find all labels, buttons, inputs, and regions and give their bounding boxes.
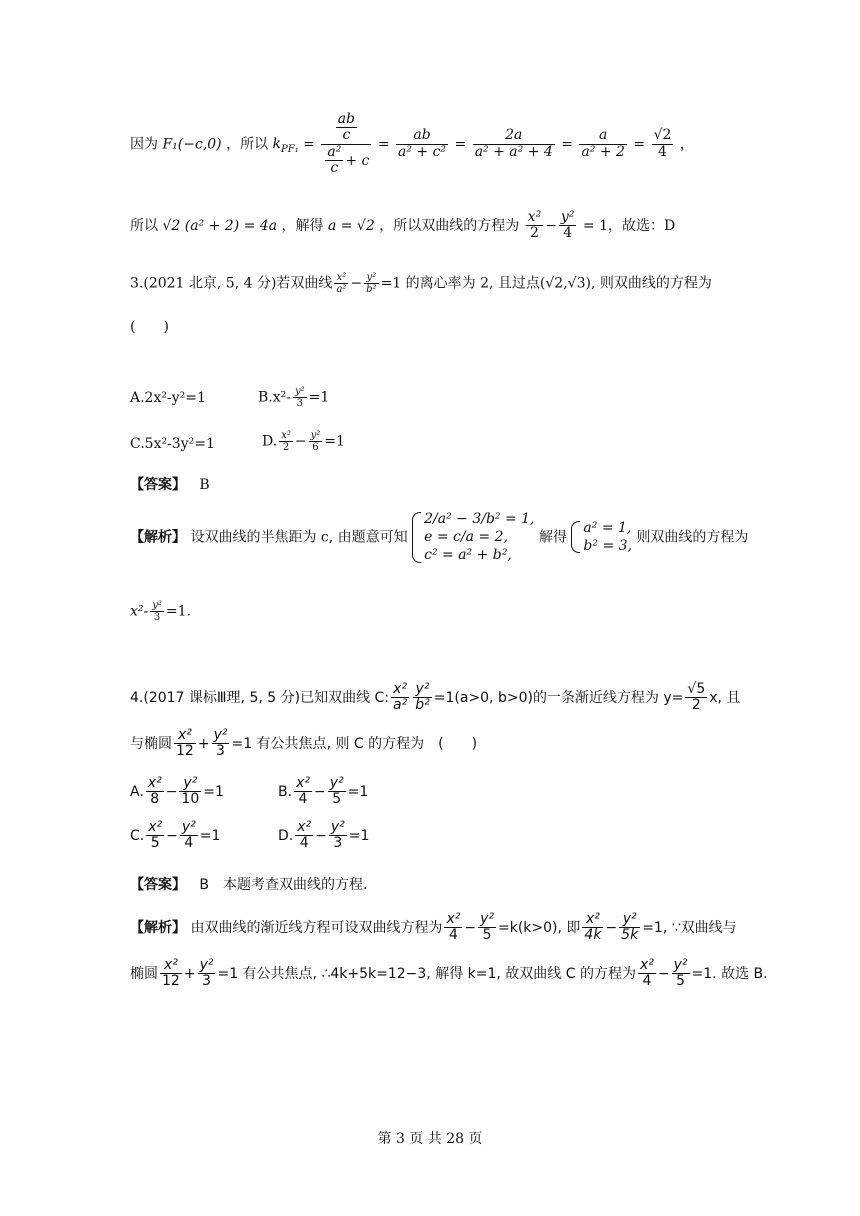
q4-answer: 【答案】 B 本题考查双曲线的方程. bbox=[130, 877, 368, 893]
q4-option-C: C. $\frac{\text{x²}}{5}$ − $\frac{\text{y²}}{4}$ =1 bbox=[130, 819, 221, 852]
fraction-3: $\frac{2a}{\text{a² + a² + 4}}$ bbox=[474, 127, 553, 160]
question-4-stem: 4.(2017 课标Ⅲ理, 5, 5 分)已知双曲线 C: $\frac{\text{x²}}{\text{a²}}$ $\frac{\text{y²}}{\text{b²}}$ =1(a>0, b>0)的一条渐近线方程为 y= $\frac{√5}{2}$ x, 且 bbox=[130, 681, 741, 714]
slope-k: $k_{PF_1}$ bbox=[272, 136, 299, 156]
text-so: ，所以 bbox=[226, 136, 269, 153]
q3-option-B: B.x²- $\frac{\text{y²}}{3}$ =1 bbox=[258, 386, 330, 409]
equation-a: √2 (a² + 2) = 4a bbox=[162, 217, 278, 234]
q3-option-C: C.5x²-3y²=1 bbox=[130, 436, 215, 452]
line-slope: 因为 F₁(−c,0) ，所以 $k_{PF_1}$ = $\frac{ab}{c}$ $\frac{\text{a²}}{c}$ + c = $\frac{ab}{\text{a² + c²}}$ = $\frac{2a}{\text{a² + a² + 4}}$ = $\frac{a}{\text{a² + 2}}$ = $\frac{√2}{4}$ ， bbox=[130, 111, 694, 177]
q4-analysis: 【解析】 由双曲线的渐近线方程可设双曲线方程为 $\frac{\text{x²}}{4}$ − $\frac{\text{y²}}{5}$ =k(k>0), 即 $\frac{\text{x²}}{4k}$ − $\frac{\text{y²}}{5k}$ =1, ∵双曲线与 bbox=[130, 911, 737, 944]
q3-option-D: D. $\frac{\text{x²}}{2}$ − $\frac{\text{y²}}{6}$ =1 bbox=[262, 430, 345, 453]
fraction-2: $\frac{ab}{\text{a² + c²}}$ bbox=[398, 127, 447, 160]
question-3-stem: 3.(2021 北京, 5, 4 分)若双曲线 $\frac{\text{x²}}{\text{a²}}$ − $\frac{\text{y²}}{\text{b²}}$ =1 的离心率为 2, 且过点(√2,√3), 则双曲线的方程为 bbox=[130, 272, 712, 295]
q4-option-D: D. $\frac{\text{x²}}{4}$ − $\frac{\text{y²}}{3}$ =1 bbox=[278, 819, 370, 852]
q4-option-A: A. $\frac{\text{x²}}{8}$ − $\frac{\text{y²}}{10}$ =1 bbox=[130, 775, 224, 808]
question-3-paren: ( ) bbox=[130, 319, 169, 335]
question-4-stem-2: 与椭圆 $\frac{\text{x²}}{12}$ + $\frac{\text{y²}}{3}$ =1 有公共焦点, 则 C 的方程为 ( ) bbox=[130, 727, 478, 760]
text-because: 因为 bbox=[130, 136, 158, 153]
line-solve-a: 所以 √2 (a² + 2) = 4a ，解得 a = √2 ，所以双曲线的方程为 $\frac{\text{x²}}{2}$ − $\frac{\text{y²}}{4}$ = 1，故选：D bbox=[130, 209, 676, 242]
value-a: a = √2 bbox=[327, 217, 375, 234]
q3-final: x²- $\frac{\text{y²}}{3}$ =1. bbox=[130, 600, 192, 623]
answer-D: = 1，故选：D bbox=[582, 217, 676, 234]
page-footer: 第 3 页 共 28 页 bbox=[377, 1131, 483, 1147]
point-F1: F₁(−c,0) bbox=[162, 136, 222, 153]
fraction-complex: $\frac{ab}{c}$ $\frac{\text{a²}}{c}$ + c bbox=[321, 112, 371, 177]
fraction-5: $\frac{√2}{4}$ bbox=[653, 127, 672, 160]
solution-system: a² = 1, b² = 3, bbox=[571, 519, 632, 555]
equation-system: 2/a² − 3/b² = 1, e = c/a = 2, c² = a² + b², bbox=[412, 510, 534, 565]
q4-analysis-2: 椭圆 $\frac{\text{x²}}{12}$ + $\frac{\text{y²}}{3}$ =1 有公共焦点, ∴4k+5k=12−3, 解得 k=1, 故双曲线 C 的方程为 $\frac{\text{x²}}{4}$ − $\frac{\text{y²}}{5}$ =1. 故选 B. bbox=[130, 957, 768, 990]
q3-answer: 【答案】 B bbox=[130, 477, 210, 493]
q3-analysis: 【解析】 设双曲线的半焦距为 c, 由题意可知 2/a² − 3/b² = 1, e = c/a = 2, c² = a² + b², 解得 a² = 1, b² = 3, 则双曲线的方程为 bbox=[130, 511, 749, 564]
q3-option-A: A.2x²-y²=1 bbox=[130, 390, 206, 406]
q4-option-B: B. $\frac{\text{x²}}{4}$ − $\frac{\text{y²}}{5}$ =1 bbox=[278, 775, 369, 808]
fraction-4: $\frac{a}{\text{a² + 2}}$ bbox=[581, 127, 625, 160]
